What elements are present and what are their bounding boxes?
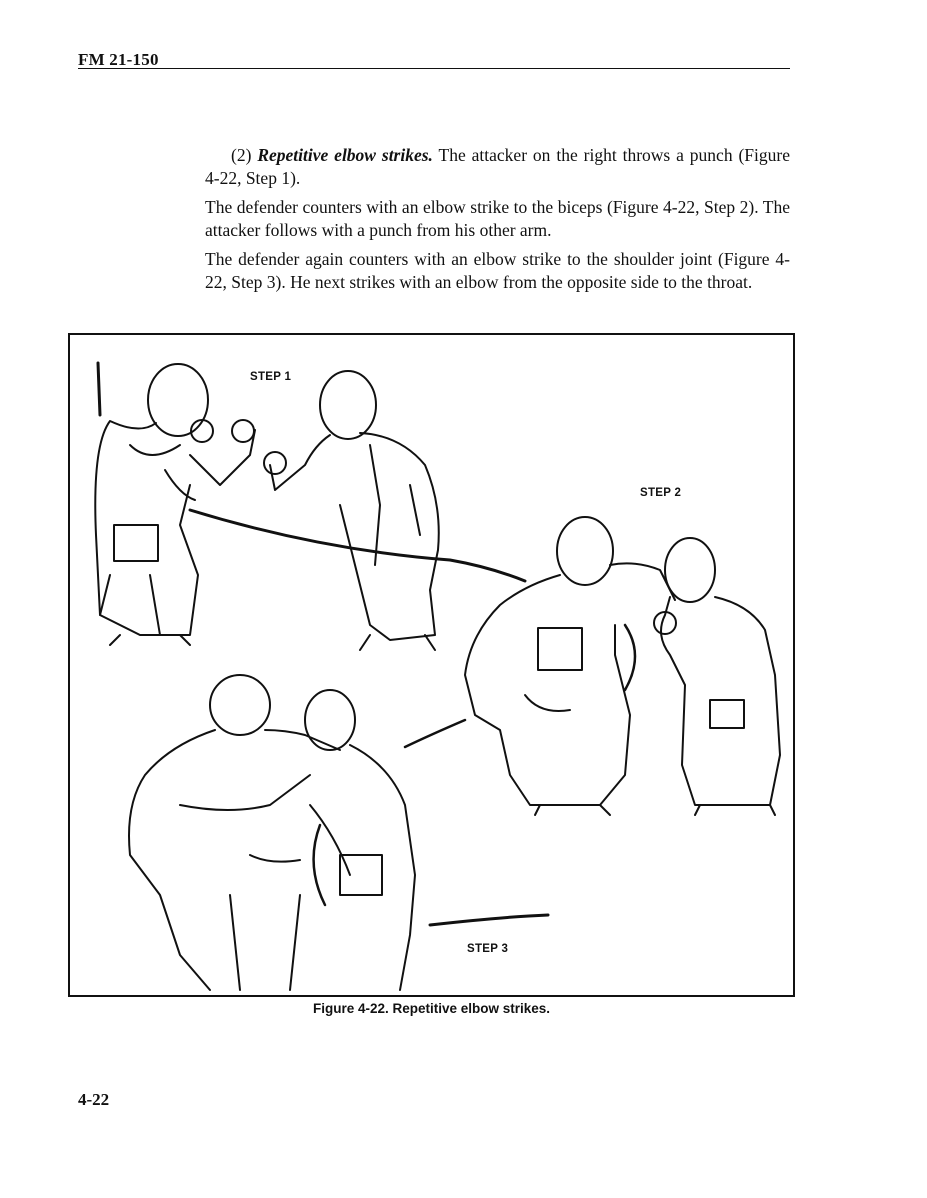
paragraph-defender-counters: The defender counters with an elbow strike to the biceps (Figure 4-22, Step 2). The attacker follows with a punch from his other arm.: [205, 197, 790, 240]
motion-arc-step2-small: [625, 625, 635, 690]
paragraph-text: The attacker on the right throws a punch (Figure 4-22, Step 1).: [205, 145, 791, 188]
paragraph-defender-again-counters: The defender again counters with an elbow strike to the shoulder joint (Figure 4-22, Step 3). He next strikes with an elbow from the opposite side to the throat.: [205, 249, 790, 292]
paragraph-repetitive-elbow-strikes: [205, 144, 790, 190]
figure-illustration: [70, 335, 793, 995]
step1-attacker-figure: [264, 371, 439, 650]
paragraph-number: (2): [231, 145, 258, 165]
step3-label: STEP 3: [467, 943, 509, 955]
step1-defender-figure: [95, 364, 255, 645]
step3-fighters-figure: [129, 675, 415, 990]
step1-label: STEP 1: [250, 371, 292, 383]
motion-arc-step3: [430, 915, 548, 925]
step2-left-figure: [465, 517, 675, 815]
page-number: 4-22: [78, 1090, 110, 1109]
figure-repetitive-elbow-strikes: [68, 333, 795, 997]
step2-right-figure: [654, 538, 780, 815]
document-header-label: FM 21-150: [78, 50, 159, 69]
motion-arc-step1-to-step2: [190, 510, 525, 581]
motion-mark-left: [98, 363, 100, 415]
motion-arc-step3-small: [314, 825, 325, 905]
header-rule: [78, 68, 790, 69]
figure-caption: Figure 4-22. Repetitive elbow strikes.: [312, 1001, 551, 1016]
paragraph-title: Repetitive elbow strikes.: [257, 145, 433, 165]
step2-label: STEP 2: [640, 487, 682, 499]
motion-arc-step2-to-step3: [405, 720, 465, 747]
